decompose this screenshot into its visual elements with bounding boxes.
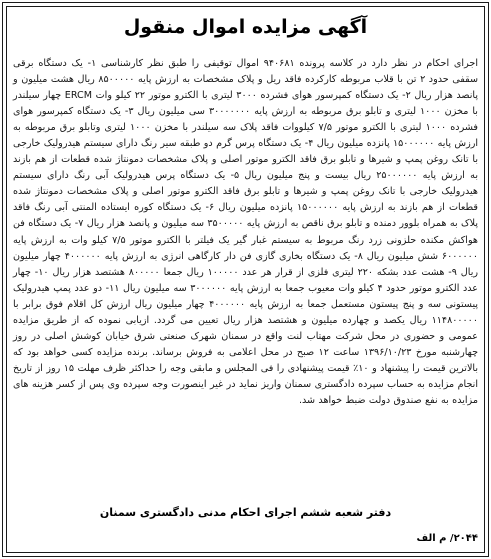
notice-title: آگهی مزایده اموال منقول: [123, 16, 368, 38]
notice-code: ۲۰۴۴/ م الف: [416, 533, 478, 544]
issuer-signature: دفتر شعبه ششم اجرای احکام مدنی دادگستری سمنان: [99, 506, 392, 519]
notice-body: اجرای احکام در نظر دارد در کلاسه پرونده ۹۴۰۶۸۱ اموال توقیفی را طبق نظر کارشناسی ۱- یک دستگاه برقی سقفی حدود ۲ تن با قلاب مربوطه کارکرده فاقد ریل و پلاک مشخصات به ارزش پایه ۸۵۰۰۰۰۰ ریال هشت میلیون و پانصد هزار ریال ۲- یک دستگاه کمپرسور هوای فشرده ۳۰۰۰ لیتری با الکترو موتور ۲۲ کیلو وات ERCM چهار سیلندر با مخزن ۱۰۰۰ لیتری و تابلو برق مربوطه به ارزش پایه ۳۰۰۰۰۰۰۰ سی میلیون ریال ۳- یک دستگاه کمپرسور هوای فشرده ۱۰۰۰ لیتری با الکترو موتور ۷/۵ کیلووات فاقد پلاک سه سیلندر با مخزن ۱۰۰۰ لیتری وتابلو برق مربوطه به ارزش پایه ۱۵۰۰۰۰۰۰ پانزده میلیون ریال ۴- یک دستگاه پرس گرم دو طبقه سیر رنگ دارای سیستم هیدرولیک خارجی با تانک روغن پمپ و شیرها و تابلو برق فاقد الکترو موتور اصلی و پلاک مشخصات دمونتاژ شده قطعات از هم بازند به ارزش پایه ۲۵۰۰۰۰۰۰ ریال بیست و پنج میلیون ریال ۵- یک دستگاه پرس هیدرولیک آبی رنگ دارای سیستم هیدرولیک خارجی با تانک روغن پمپ و شیرها و تابلو برق فاقد الکترو موتور اصلی و پلاک مشخصات دمونتاژ شده قطعات از هم بازند به ارزش پایه ۱۵۰۰۰۰۰۰ پانزده میلیون ریال ۶- یک دستگاه کوره ایستاده المنتی آبی رنگ فاقد پلاک به همراه بلوور دمنده و تابلو برق ناقص به ارزش پایه ۳۵۰۰۰۰۰ سه میلیون و پانصد هزار ریال ۷- یک دستگاه فن هواکش مکنده حلزونی زرد رنگ مربوط به سیستم غبار گیر یک فیلتر با الکترو موتور ۷/۵ کیلو وات به ارزش پایه ۶۰۰۰۰۰۰ شش میلیون ریال ۸- یک دستگاه بخاری گازی فن دار کارگاهی انرژی به ارزش پایه ۴۰۰۰۰۰۰ چهار میلیون ریال ۹- هشت عدد بشکه ۲۲۰ لیتری فلزی از قرار هر عدد ۱۰۰۰۰۰ ریال جمعا ۸۰۰۰۰۰ هشتصد هزار ریال ۱۰- چهار عدد الکترو موتور حدود ۴ کیلو وات معیوب جمعا به ارزش پایه ۳۰۰۰۰۰۰ سه میلیون ریال ۱۱- دو عدد پمپ هیدرولیک پیستونی سه و پنج پیستون مستعمل جمعا به ارزش پایه ۴۰۰۰۰۰۰ چهار میلیون ریال ارزش کل اقلام فوق برابر با ۱۱۴۸۰۰۰۰۰ ریال یکصد و چهارده میلیون و هشتصد هزار ریال تعیین می گردد. ازیابی نموده که از طریق مزایده عمومی و حضوری در محل شرکت مهتاب لنت واقع در سمنان شهرک صنعتی شرق خیابان کوشش اصلی در روز چهارشنبه مورخ ۱۳۹۶/۱۰/۲۳ ساعت ۱۲ صبح در محل اعلامی به فروش برساند. برنده مزایده کسی خواهد بود که بالاترین قیمت را پیشنهاد و ۱۰٪ قیمت پیشنهادی را فی المجلس و مابقی وجه را حداکثر ظرف مهلت ۱۵ روز از تاریخ انجام مزایده به حساب سپرده دادگستری سمنان واریز نماید در غیر اینصورت وجه سپرده وی پس از کسر هزینه های مزایده به نفع صندوق دولت ضبط خواهد شد.: [13, 58, 479, 406]
